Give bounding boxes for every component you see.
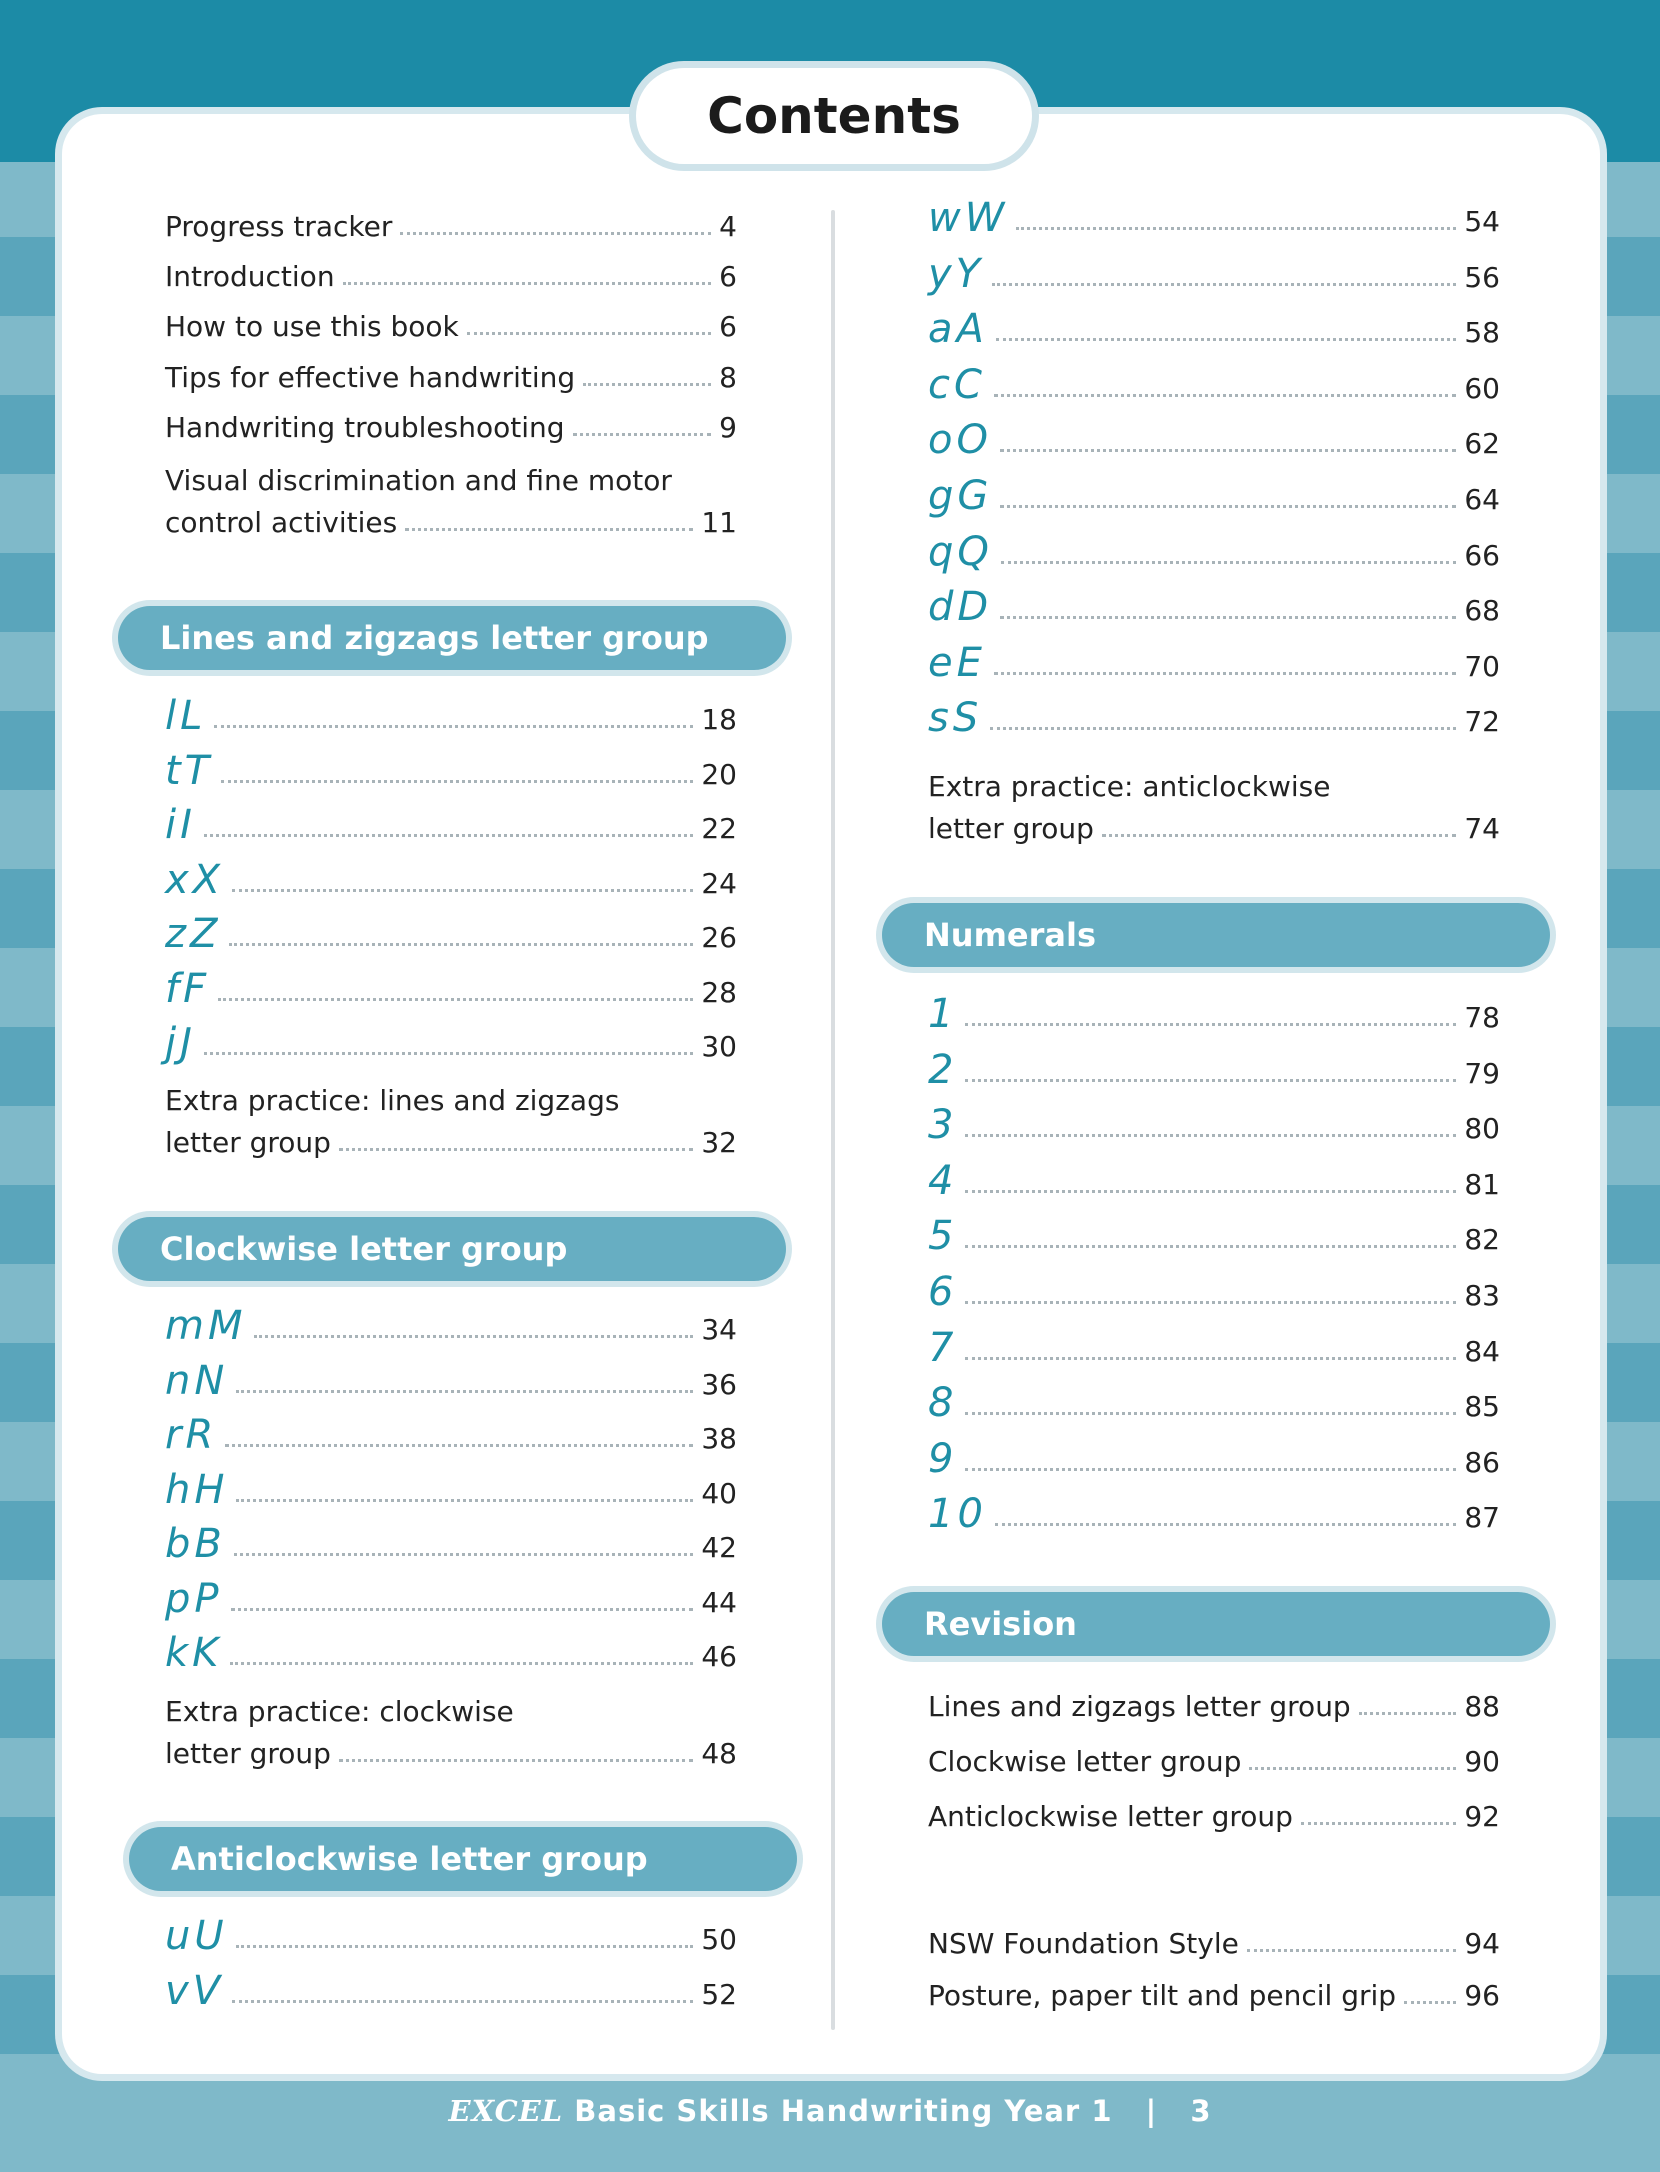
leader-dots — [232, 2000, 693, 2003]
leader-dots — [965, 1245, 1456, 1248]
entry-page: 64 — [1464, 483, 1500, 516]
leader-dots — [965, 1301, 1456, 1304]
entry-label-line1: Extra practice: clockwise — [165, 1695, 514, 1728]
leader-dots — [965, 1190, 1456, 1193]
leader-dots — [234, 1553, 694, 1556]
entry-letter: vV — [165, 1968, 225, 2014]
entry-page: 9 — [719, 411, 737, 444]
entry-page: 84 — [1464, 1334, 1500, 1368]
toc-entry[interactable] — [165, 210, 737, 243]
entry-letter: 8 — [928, 1380, 958, 1427]
entry-letter: mM — [165, 1303, 247, 1349]
toc-entry[interactable] — [165, 747, 737, 794]
toc-entry[interactable] — [165, 260, 737, 293]
section-heading-clockwise: Clockwise letter group — [118, 1217, 786, 1281]
entry-letter: bB — [165, 1521, 226, 1567]
entry-page: 46 — [701, 1640, 737, 1673]
entry-page: 82 — [1464, 1223, 1500, 1257]
toc-entry[interactable] — [928, 528, 1500, 575]
leader-dots — [221, 780, 693, 783]
toc-entry[interactable] — [928, 1213, 1500, 1260]
entry-label: control activities — [165, 506, 398, 539]
entry-letter: 4 — [928, 1157, 958, 1204]
entry-letter: qQ — [928, 528, 993, 575]
entry-page: 79 — [1464, 1056, 1500, 1090]
entry-page: 18 — [701, 703, 737, 736]
toc-entry[interactable] — [928, 306, 1500, 353]
toc-entry[interactable] — [165, 361, 737, 394]
leader-dots — [218, 998, 693, 1001]
leader-dots — [230, 1662, 693, 1665]
entry-page: 34 — [701, 1313, 737, 1346]
entry-page: 52 — [701, 1978, 737, 2011]
leader-dots — [339, 1148, 693, 1151]
entry-page: 38 — [701, 1422, 737, 1455]
entry-page: 22 — [701, 812, 737, 845]
toc-entry[interactable] — [165, 1968, 737, 2014]
leader-dots — [965, 1079, 1456, 1082]
toc-entry[interactable] — [165, 1126, 737, 1159]
entry-page: 32 — [701, 1126, 737, 1159]
toc-entry[interactable] — [928, 1800, 1500, 1833]
toc-entry[interactable] — [928, 1979, 1500, 2012]
entry-letter: iI — [165, 802, 196, 848]
toc-entry[interactable] — [928, 1745, 1500, 1778]
entry-page: 87 — [1464, 1501, 1500, 1535]
entry-label-line1: Extra practice: lines and zigzags — [165, 1084, 620, 1117]
leader-dots — [236, 1499, 693, 1502]
leader-dots — [996, 338, 1456, 341]
entry-page: 58 — [1464, 316, 1500, 350]
leader-dots — [994, 394, 1456, 397]
leader-dots — [1000, 505, 1456, 508]
entry-letter: sS — [928, 695, 983, 742]
entry-letter: dD — [928, 584, 993, 631]
leader-dots — [225, 1444, 693, 1447]
toc-entry[interactable] — [928, 1690, 1500, 1723]
entry-letter: 10 — [928, 1491, 987, 1538]
entry-page: 4 — [719, 210, 737, 243]
toc-entry[interactable] — [165, 856, 737, 903]
footer-page-number: 3 — [1190, 2094, 1212, 2128]
leader-dots — [339, 1759, 693, 1762]
toc-entry[interactable] — [928, 195, 1500, 241]
entry-label-line1: Extra practice: anticlockwise — [928, 770, 1331, 803]
leader-dots — [573, 433, 712, 436]
entry-letter: nN — [165, 1357, 229, 1404]
entry-letter: lL — [165, 693, 207, 739]
footer-brand: EXCEL — [448, 2094, 564, 2128]
entry-letter: 6 — [928, 1269, 958, 1315]
toc-entry[interactable] — [928, 991, 1500, 1037]
leader-dots — [965, 1468, 1456, 1471]
footer-title: Basic Skills Handwriting Year 1 — [574, 2094, 1113, 2128]
section-heading-anticlockwise: Anticlockwise letter group — [129, 1827, 797, 1891]
entry-letter: rR — [165, 1412, 218, 1458]
entry-page: 70 — [1464, 649, 1500, 683]
entry-letter: 2 — [928, 1046, 958, 1093]
leader-dots — [204, 834, 693, 837]
entry-label: Clockwise letter group — [928, 1745, 1242, 1778]
leader-dots — [583, 383, 711, 386]
leader-dots — [1301, 1822, 1456, 1825]
entry-page: 68 — [1464, 594, 1500, 628]
entry-letter: 9 — [928, 1435, 958, 1482]
section-heading-revision: Revision — [882, 1592, 1550, 1656]
leader-dots — [236, 1390, 693, 1393]
entry-label: Progress tracker — [165, 210, 393, 243]
toc-entry[interactable] — [165, 1412, 737, 1458]
toc-entry[interactable] — [928, 1435, 1500, 1482]
toc-entry[interactable] — [928, 1380, 1500, 1427]
entry-page: 30 — [701, 1030, 737, 1063]
entry-letter: yY — [928, 250, 985, 297]
toc-entry[interactable] — [165, 310, 737, 343]
entry-letter: pP — [165, 1575, 223, 1622]
toc-entry[interactable] — [928, 695, 1500, 742]
entry-label: Introduction — [165, 260, 335, 293]
entry-label: Posture, paper tilt and pencil grip — [928, 1979, 1397, 2012]
entry-letter: fF — [165, 965, 211, 1012]
entry-page: 24 — [701, 866, 737, 900]
entry-page: 83 — [1464, 1279, 1500, 1312]
toc-entry[interactable] — [165, 506, 737, 539]
entry-letter: tT — [165, 747, 214, 794]
toc-entry[interactable] — [165, 802, 737, 848]
toc-entry[interactable] — [928, 1157, 1500, 1204]
entry-page: 20 — [701, 757, 737, 791]
leader-dots — [467, 332, 711, 335]
entry-page: 86 — [1464, 1445, 1500, 1479]
entry-label: NSW Foundation Style — [928, 1927, 1239, 1960]
entry-page: 6 — [719, 260, 737, 293]
leader-dots — [965, 1134, 1456, 1137]
toc-entry[interactable] — [165, 1466, 737, 1513]
toc-entry[interactable] — [165, 1913, 737, 1959]
leader-dots — [405, 528, 693, 531]
toc-entry[interactable] — [165, 1521, 737, 1567]
toc-entry[interactable] — [165, 911, 737, 957]
entry-letter: 7 — [928, 1324, 958, 1371]
footer-separator: | — [1145, 2094, 1158, 2128]
toc-entry[interactable] — [928, 639, 1500, 686]
leader-dots — [992, 283, 1456, 286]
entry-letter: cC — [928, 361, 986, 408]
toc-entry[interactable] — [165, 1020, 737, 1066]
entry-page: 94 — [1464, 1927, 1500, 1960]
toc-entry[interactable] — [928, 1927, 1500, 1960]
page-footer — [0, 2094, 1660, 2128]
leader-dots — [236, 1945, 694, 1948]
toc-entry[interactable] — [928, 1491, 1500, 1538]
entry-label-line1: Visual discrimination and fine motor — [165, 464, 672, 497]
toc-entry[interactable] — [928, 1269, 1500, 1315]
leader-dots — [1102, 834, 1456, 837]
leader-dots — [204, 1052, 693, 1055]
entry-letter: kK — [165, 1630, 223, 1676]
entry-page: 66 — [1464, 538, 1500, 572]
entry-page: 92 — [1464, 1800, 1500, 1833]
toc-entry[interactable] — [165, 1303, 737, 1349]
page-title: Contents — [636, 68, 1032, 164]
leader-dots — [1016, 227, 1456, 230]
entry-letter: aA — [928, 306, 988, 353]
section-heading-lines: Lines and zigzags letter group — [118, 606, 786, 670]
leader-dots — [1359, 1712, 1457, 1715]
entry-page: 74 — [1464, 812, 1500, 845]
entry-page: 50 — [701, 1923, 737, 1956]
leader-dots — [1001, 561, 1456, 564]
leader-dots — [232, 889, 693, 892]
section-heading-numerals: Numerals — [882, 903, 1550, 967]
toc-entry[interactable] — [928, 812, 1500, 845]
entry-page: 62 — [1464, 427, 1500, 461]
entry-label: Tips for effective handwriting — [165, 361, 576, 394]
toc-entry[interactable] — [165, 965, 737, 1012]
leader-dots — [990, 727, 1456, 730]
leader-dots — [1000, 616, 1456, 619]
entry-letter: eE — [928, 639, 986, 686]
entry-label: letter group — [165, 1737, 331, 1770]
leader-dots — [965, 1412, 1456, 1415]
toc-entry[interactable] — [165, 1630, 737, 1676]
leader-dots — [214, 725, 693, 728]
entry-label: letter group — [165, 1126, 331, 1159]
toc-entry[interactable] — [928, 584, 1500, 631]
leader-dots — [400, 232, 711, 235]
entry-page: 78 — [1464, 1001, 1500, 1034]
entry-letter: 1 — [928, 991, 958, 1037]
entry-page: 42 — [701, 1531, 737, 1564]
toc-entry[interactable] — [165, 1575, 737, 1622]
entry-page: 28 — [701, 975, 737, 1009]
leader-dots — [1000, 449, 1456, 452]
entry-page: 26 — [701, 921, 737, 954]
entry-label: letter group — [928, 812, 1094, 845]
toc-entry[interactable] — [165, 1737, 737, 1770]
entry-letter: wW — [928, 195, 1009, 241]
entry-page: 90 — [1464, 1745, 1500, 1778]
entry-label: Anticlockwise letter group — [928, 1800, 1293, 1833]
entry-page: 11 — [701, 506, 737, 539]
entry-letter: zZ — [165, 911, 222, 957]
entry-label: Lines and zigzags letter group — [928, 1690, 1351, 1723]
leader-dots — [229, 943, 693, 946]
leader-dots — [254, 1335, 693, 1338]
entry-letter: uU — [165, 1913, 228, 1959]
entry-page: 80 — [1464, 1112, 1500, 1146]
entry-page: 60 — [1464, 371, 1500, 405]
leader-dots — [995, 1523, 1456, 1526]
entry-letter: oO — [928, 417, 992, 464]
entry-label: How to use this book — [165, 310, 459, 343]
entry-page: 36 — [701, 1367, 737, 1401]
entry-page: 56 — [1464, 260, 1500, 294]
entry-page: 96 — [1464, 1979, 1500, 2012]
entry-letter: gG — [928, 473, 993, 519]
leader-dots — [343, 282, 712, 285]
entry-letter: 5 — [928, 1213, 958, 1260]
toc-entry[interactable] — [928, 1102, 1500, 1149]
entry-page: 81 — [1464, 1167, 1500, 1201]
entry-page: 40 — [701, 1476, 737, 1510]
toc-entry[interactable] — [928, 1046, 1500, 1093]
entry-page: 88 — [1464, 1690, 1500, 1723]
leader-dots — [231, 1608, 694, 1611]
toc-entry[interactable] — [928, 1324, 1500, 1371]
toc-entry[interactable] — [165, 411, 737, 444]
toc-entry[interactable] — [928, 250, 1500, 297]
leader-dots — [1247, 1949, 1457, 1952]
entry-label: Handwriting troubleshooting — [165, 411, 565, 444]
leader-dots — [1249, 1767, 1456, 1770]
entry-page: 6 — [719, 310, 737, 343]
entry-letter: jJ — [165, 1020, 196, 1066]
toc-entry[interactable] — [928, 361, 1500, 408]
toc-entry[interactable] — [928, 473, 1500, 519]
leader-dots — [965, 1357, 1456, 1360]
entry-page: 44 — [701, 1585, 737, 1619]
leader-dots — [1404, 2001, 1456, 2004]
entry-page: 85 — [1464, 1390, 1500, 1424]
entry-page: 72 — [1464, 705, 1500, 739]
toc-entry[interactable] — [928, 417, 1500, 464]
entry-page: 8 — [719, 361, 737, 394]
toc-entry[interactable] — [165, 1357, 737, 1404]
entry-letter: hH — [165, 1466, 229, 1513]
entry-page: 48 — [701, 1737, 737, 1770]
leader-dots — [994, 672, 1456, 675]
entry-page: 54 — [1464, 205, 1500, 238]
leader-dots — [965, 1023, 1456, 1026]
entry-letter: xX — [165, 856, 225, 903]
column-divider — [831, 210, 835, 2030]
toc-entry[interactable] — [165, 693, 737, 739]
entry-letter: 3 — [928, 1102, 958, 1149]
